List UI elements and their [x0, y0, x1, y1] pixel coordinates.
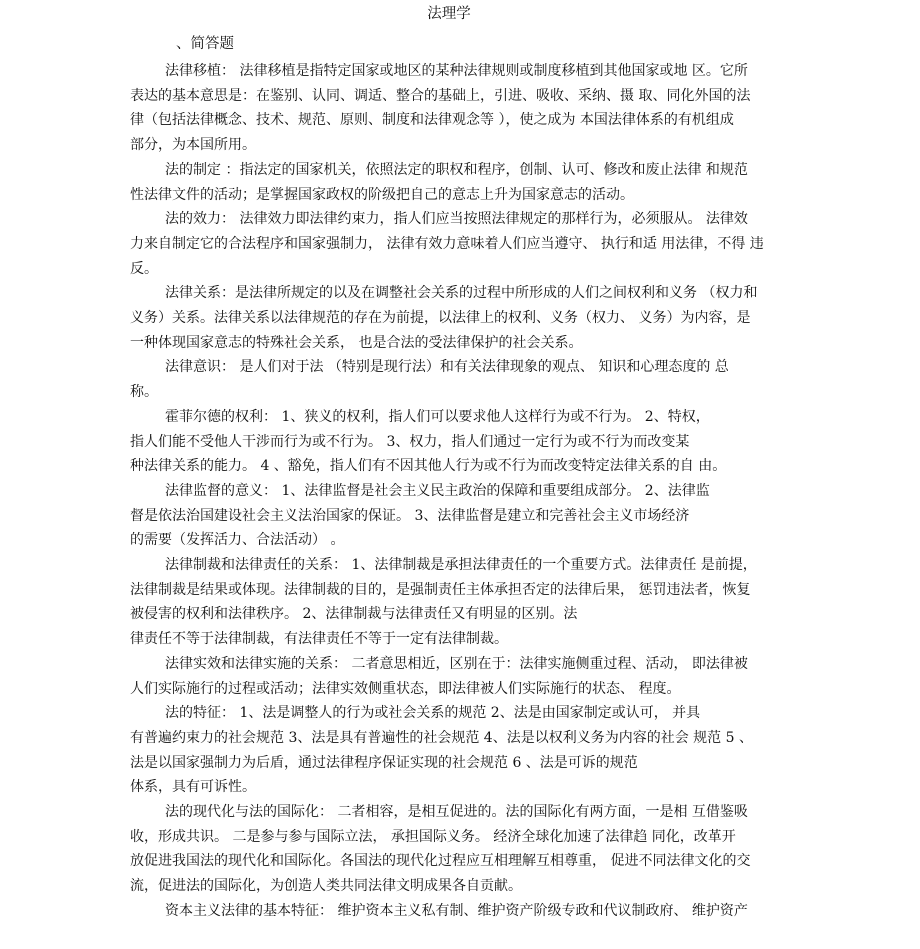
paragraph-line: 表达的基本意思是：在鉴别、认同、调适、整合的基础上，引进、吸收、采纳、摄 取、同化外国的法	[130, 87, 751, 104]
paragraph-line: 法是以国家强制力为后盾，通过法律程序保证实现的社会规范 6 、法是可诉的规范	[130, 754, 638, 771]
paragraph-first-line: 法律移植： 法律移植是指特定国家或地区的某种法律规则或制度移植到其他国家或地 区。它所	[165, 63, 748, 79]
paragraph-first-line: 法律实效和法律实施的关系： 二者意思相近，区别在于：法律实施侧重过程、活动， 即法律被	[165, 655, 748, 672]
page-title: 法理学	[427, 6, 471, 22]
paragraph-line: 督是依法治国建设社会主义法治国家的保证。 3、法律监督是建立和完善社会主义市场经济	[130, 507, 690, 524]
paragraph-line: 指人们能不受他人干涉而行为或不行为。 3、权力，指人们通过一定行为或不行为而改变某	[130, 433, 690, 450]
paragraph-line: 体系，具有可诉性。	[130, 779, 256, 796]
paragraph-first-line: 法律制裁和法律责任的关系： 1、法律制裁是承担法律责任的一个重要方式。法律责任 是前提，	[165, 557, 757, 573]
paragraph-first-line: 资本主义法律的基本特征： 维护资本主义私有制、维护资产阶级专政和代议制政府、 维护资产	[165, 902, 748, 919]
paragraph-line: 部分，为本国所用。	[130, 137, 256, 154]
paragraph-line: 称。	[130, 384, 158, 401]
paragraph-line: 人们实际施行的过程或活动；法律实效侧重状态，即法律被人们实际施行的状态、 程度。	[130, 680, 681, 697]
paragraph-first-line: 法律监督的意义： 1、法律监督是社会主义民主政治的保障和重要组成部分。 2、法律监	[165, 482, 710, 499]
paragraph-first-line: 法的效力： 法律效力即法律约束力，指人们应当按照法律规定的那样行为，必须服从。 法律效	[165, 211, 748, 228]
paragraph-line: 的需要（发挥活力、合法活动） 。	[130, 532, 345, 549]
paragraph-first-line: 霍菲尔德的权利： 1、狭义的权利，指人们可以要求他人这样行为或不行为。 2、特权，	[165, 408, 710, 425]
paragraph-line: 放促进我国法的现代化和国际化。各国法的现代化过程应互相理解互相尊重， 促进不同法律文化的交	[130, 853, 751, 870]
paragraph-line: 有普遍约束力的社会规范 3、法是具有普遍性的社会规范 4、法是以权利义务为内容的社会 规范 5 、	[130, 729, 753, 746]
paragraph-first-line: 法的制定 ：指法定的国家机关，依照法定的职权和程序，创制、认可、修改和废止法律 和规范	[165, 161, 748, 178]
paragraph-line: 力来自制定它的合法程序和国家强制力， 法律有效力意味着人们应当遵守、 执行和适 用法律，不得 违	[130, 235, 764, 252]
paragraph-first-line: 法律关系：是法律所规定的以及在调整社会关系的过程中所形成的人们之间权利和义务 （权力和	[165, 285, 758, 302]
paragraph-line: 收，形成共识。 二是参与参与国际立法， 承担国际义务。 经济全球化加速了法律趋 同化，改革开	[130, 828, 736, 845]
paragraph-line: 性法律文件的活动；是掌握国家政权的阶级把自己的意志上升为国家意志的活动。	[130, 186, 634, 203]
paragraph-line: 法律制裁是结果或体现。法律制裁的目的，是强制责任主体承担否定的法律后果， 惩罚违法者，恢复	[130, 581, 751, 598]
paragraph-line: 流，促进法的国际化，为创造人类共同法律文明成果各自贡献。	[130, 878, 522, 895]
paragraph-first-line: 法的特征： 1、法是调整人的行为或社会关系的规范 2、法是由国家制定或认可， 并具	[165, 705, 701, 722]
paragraph-line: 种法律关系的能力。 4 、豁免，指人们有不因其他人行为或不行为而改变特定法律关系的自 由。	[130, 458, 727, 475]
paragraph-line: 律（包括法律概念、技术、规范、原则、制度和法律观念等 ），使之成为 本国法律体系的有机组成	[130, 112, 734, 129]
paragraph-line: 反。	[130, 260, 158, 277]
paragraph-line: 律责任不等于法律制裁，有法律责任不等于一定有法律制裁。	[130, 631, 508, 648]
paragraph-first-line: 法律意识： 是人们对于法 （特别是现行法）和有关法律现象的观点、 知识和心理态度的 总	[165, 359, 729, 376]
paragraph-line: 一种体现国家意志的特殊社会关系， 也是合法的受法律保护的社会关系。	[130, 334, 583, 351]
paragraph-line: 被侵害的权利和法律秩序。 2、法律制裁与法律责任又有明显的区别。法	[130, 606, 578, 623]
section-heading: 、简答题	[176, 36, 234, 52]
paragraph-first-line: 法的现代化与法的国际化： 二者相容，是相互促进的。法的国际化有两方面，一是相 互借鉴吸	[165, 804, 748, 820]
paragraph-line: 义务）关系。法律关系以法律规范的存在为前提，以法律上的权利、义务（权力、 义务）为内容，是	[130, 310, 751, 326]
